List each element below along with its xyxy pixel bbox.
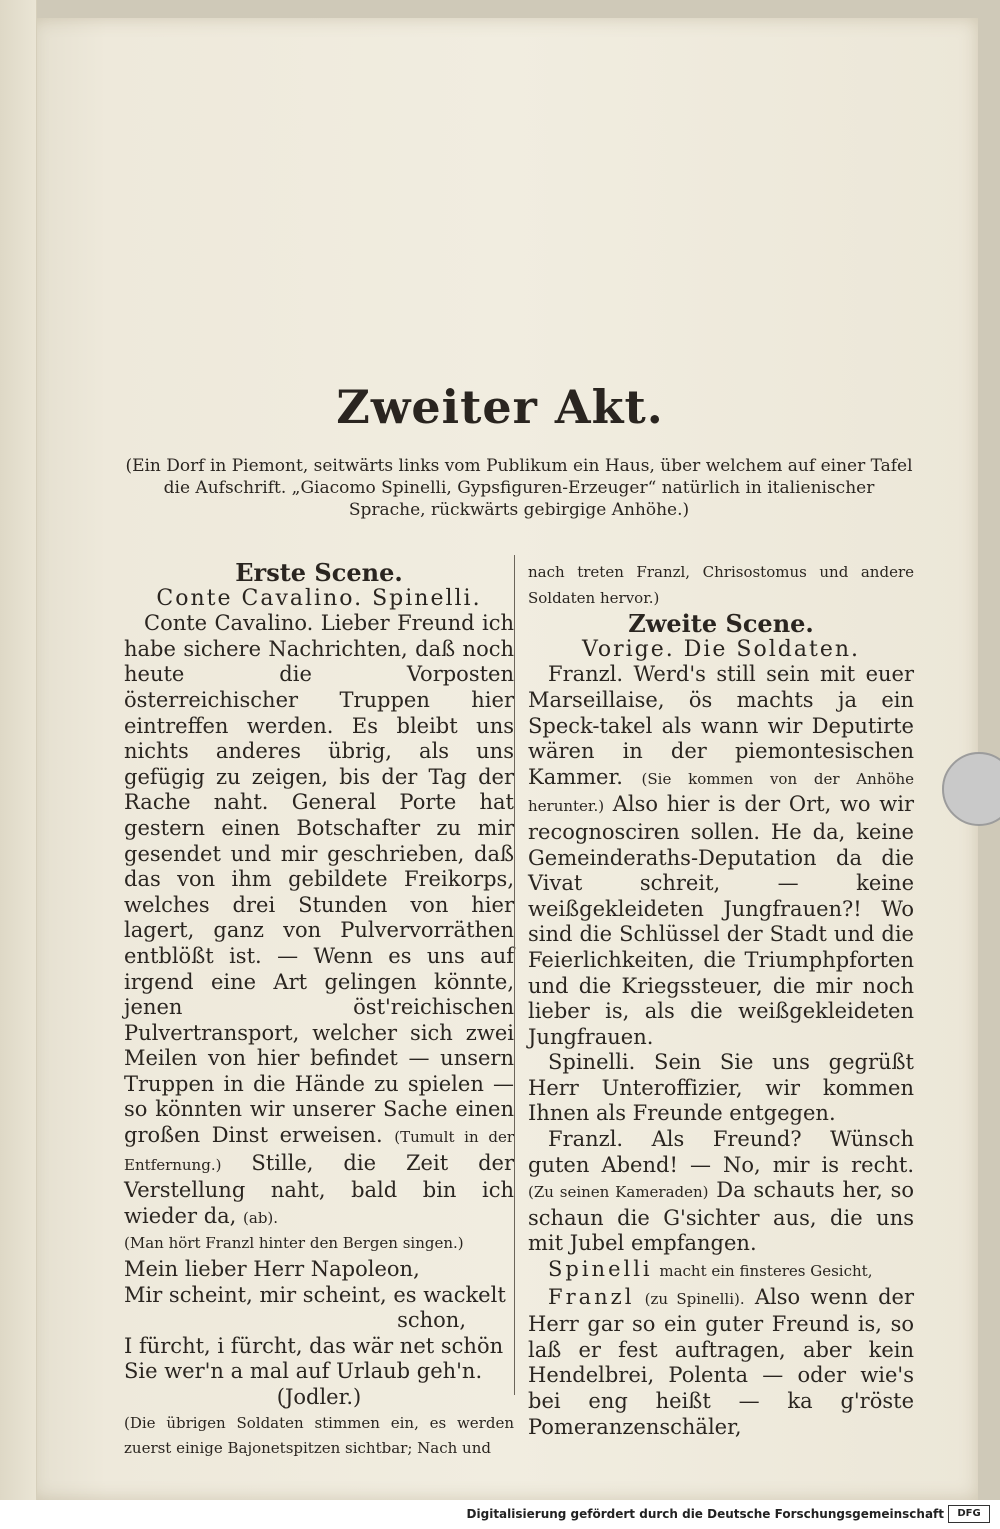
dfg-logo: DFG (948, 1505, 990, 1523)
speech-text: Conte Cavalino. Lieber Freund ich habe sichere Nachrichten, daß noch heute die Vorposten österreichischer Truppen hier eintreffen werden. Es bleibt uns nichts anderes übrig, als uns gefügig zu zeigen, bis der Tag der Rache naht. General Porte hat gestern einen Botschafter zu mir gesendet und mir geschrieben, daß das von ihm gebildete Freikorps, welches drei Stunden von hier lagert, ganz von Pulvervorräthen entblößt ist. — Wenn es uns auf irgend eine Art gelingen könnte, jenen öst'reichischen Pulvertransport, welcher sich zwei Meilen von hier befindet — unsern Truppen in die Hände zu spielen — so könnten wir unserer Sache einen großen Dinst erweisen. (124, 611, 514, 1148)
column-divider (514, 555, 515, 1395)
speech-text-end: Da schauts her, so schaun die G'sichter aus, die uns mit Jubel empfangen. (528, 1178, 914, 1256)
speech-spinelli: Spinelli. Sein Sie uns gegrüßt Herr Unteroffizier, wir kommen Ihnen als Freunde entgegen. (528, 1050, 914, 1126)
cast-line-2: Vorige. Die Soldaten. (581, 636, 861, 662)
verse-line: Mein lieber Herr Napoleon, (124, 1257, 420, 1282)
speaker-name: Spinelli (548, 1257, 653, 1282)
verse-line: Sie wer'n a mal auf Urlaub geh'n. (124, 1359, 483, 1384)
speech-text-end: Stille, die Zeit der Verstellung naht, bald bin ich wieder da, (124, 1150, 514, 1228)
direction-soldiers: (Die übrigen Soldaten stimmen ein, es werden zuerst einige Bajonetspitzen sichtbar; Nach und (124, 1413, 514, 1458)
direction-to-spinelli: (zu Spinelli). (644, 1289, 745, 1308)
left-column (124, 560, 514, 1462)
direction-kameraden: (Zu seinen Kameraden) (528, 1183, 709, 1202)
direction-ab: (ab). (243, 1208, 279, 1227)
verse-line: schon, (397, 1308, 466, 1333)
speech-franzl (528, 662, 914, 1050)
speech-franzl (528, 1285, 914, 1441)
speech-text: Franzl. Als Freund? Wünsch guten Abend! — No, mir is recht. (528, 1127, 914, 1177)
jodler: (Jodler.) (276, 1385, 362, 1409)
speech-text: Franzl. Werd's still sein mit euer Marseillaise, ös machts ja ein Speck-takel als wann wir Deputirte wären in der piemontesischen Kammer. (528, 662, 914, 789)
direction-continued: nach treten Franzl, Chrisostomus und andere Soldaten hervor.) (528, 563, 914, 607)
book-spine-edge (0, 0, 37, 1500)
speech-text: Also wenn der Herr gar so ein guter Freund is, so laß er fest auftragen, aber kein Hendelbrei, Polenta — oder wie's bei eng heißt — ka g'röste Pomeranzenschäler, (528, 1284, 914, 1439)
act-title: Zweiter Akt. (336, 380, 664, 434)
verse-line: Mir scheint, mir scheint, es wackelt (124, 1282, 506, 1307)
direction-descend: (Sie kommen von der Anhöhe herunter.) (528, 769, 914, 816)
right-column (528, 560, 914, 1440)
speech-franzl (528, 1127, 914, 1257)
direction-tumult: (Tumult in der Entfernung.) (124, 1128, 514, 1174)
digitization-credit: Digitalisierung gefördert durch die Deutsche Forschungsgemeinschaft (466, 1507, 944, 1521)
speech-text-end: Also hier is der Ort, wo wir recognosciren sollen. He da, keine Gemeinderaths-Deputation da die Vivat schreit, — keine weißgekleideten Jungfrauen?! Wo sind die Schlüssel der Stadt und die Feierlichkeiten, die Triumphpforten und die Kriegssteuer, die mir noch lieber is, als die weißgekleideten Jungfrauen. (528, 792, 914, 1049)
speech-spinelli (528, 1257, 914, 1285)
stage-direction: (Ein Dorf in Piemont, seitwärts links vom Publikum ein Haus, über welchem auf einer Tafel die Aufschrift. „Giacomo Spinelli, Gypsfiguren-Erzeuger“ natürlich in italienischer Sprache, rückwärts gebirgige Anhöhe.) (125, 456, 913, 520)
verse-line: I fürcht, i fürcht, das wär net schön (124, 1333, 504, 1358)
speech-conte (124, 611, 514, 1231)
scene-title-2: Zweite Scene. (628, 609, 814, 639)
cast-line-1: Conte Cavalino. Spinelli. (156, 585, 482, 611)
direction-face: macht ein finsteres Gesicht, (659, 1262, 873, 1281)
speaker-name: Franzl (548, 1284, 635, 1309)
scene-title-1: Erste Scene. (235, 558, 403, 587)
direction-sing: (Man hört Franzl hinter den Bergen singen.) (124, 1234, 464, 1253)
